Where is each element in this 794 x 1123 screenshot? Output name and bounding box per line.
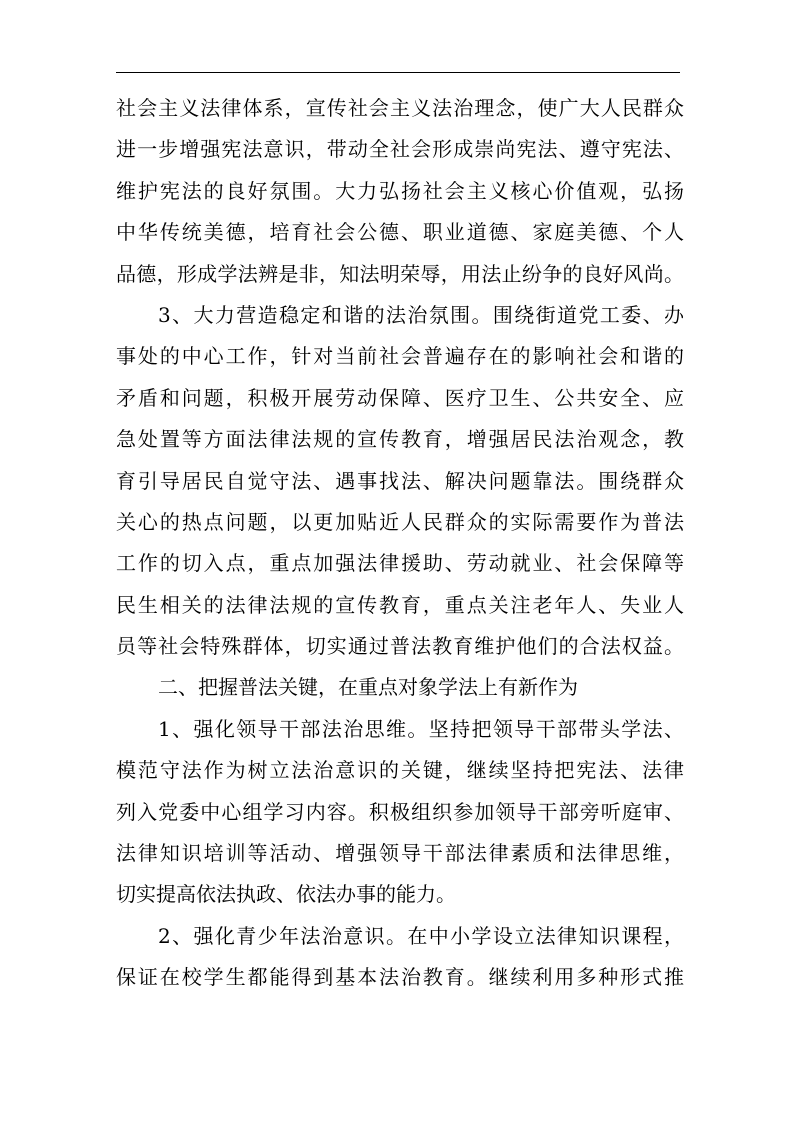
document-body [116,88,684,999]
text-line: 维护宪法的良好氛围。大力弘扬社会主义核心价值观，弘扬 [116,178,684,203]
text-line: 员等社会特殊群体，切实通过普法教育维护他们的合法权益。 [116,634,684,659]
paragraph-heading-2: 2、强化青少年法治意识。在中小学设立法律知识课程， [158,923,684,948]
text-line: 工作的切入点，重点加强法律援助、劳动就业、社会保障等 [116,551,684,576]
text-line: 矛盾和问题，积极开展劳动保障、医疗卫生、公共安全、应 [116,385,684,410]
text-line: 中华传统美德，培育社会公德、职业道德、家庭美德、个人 [116,220,684,245]
text-line: 社会主义法律体系，宣传社会主义法治理念，使广大人民群众 [116,96,684,120]
text-line: 育引导居民自觉守法、遇事找法、解决问题靠法。围绕群众 [116,468,684,493]
text-line: 急处置等方面法律法规的宣传教育，增强居民法治观念，教 [116,427,684,452]
text-line: 进一步增强宪法意识，带动全社会形成崇尚宪法、遵守宪法、 [116,137,684,162]
text-line: 关心的热点问题，以更加贴近人民群众的实际需要作为普法 [116,509,684,534]
paragraph-heading-1: 1、强化领导干部法治思维。坚持把领导干部带头学法、 [158,716,684,741]
text-line: 模范守法作为树立法治意识的关键，继续坚持把宪法、法律 [116,758,684,783]
text-line: 保证在校学生都能得到基本法治教育。继续利用多种形式推 [116,965,684,990]
text-line: 切实提高依法执政、依法办事的能力。 [116,882,456,907]
paragraph-heading-3: 3、大力营造稳定和谐的法治氛围。围绕街道党工委、办 [158,302,684,327]
text-line: 事处的中心工作，针对当前社会普遍存在的影响社会和谐的 [116,344,684,369]
text-line: 民生相关的法律法规的宣传教育，重点关注老年人、失业人 [116,592,684,617]
section-heading: 二、把握普法关键，在重点对象学法上有新作为 [158,675,578,700]
text-line: 品德，形成学法辨是非，知法明荣辱，用法止纷争的良好风尚。 [116,261,684,286]
header-rule [116,72,680,73]
text-line: 法律知识培训等活动、增强领导干部法律素质和法律思维， [116,841,684,866]
text-line: 列入党委中心组学习内容。积极组织参加领导干部旁听庭审、 [116,799,684,824]
